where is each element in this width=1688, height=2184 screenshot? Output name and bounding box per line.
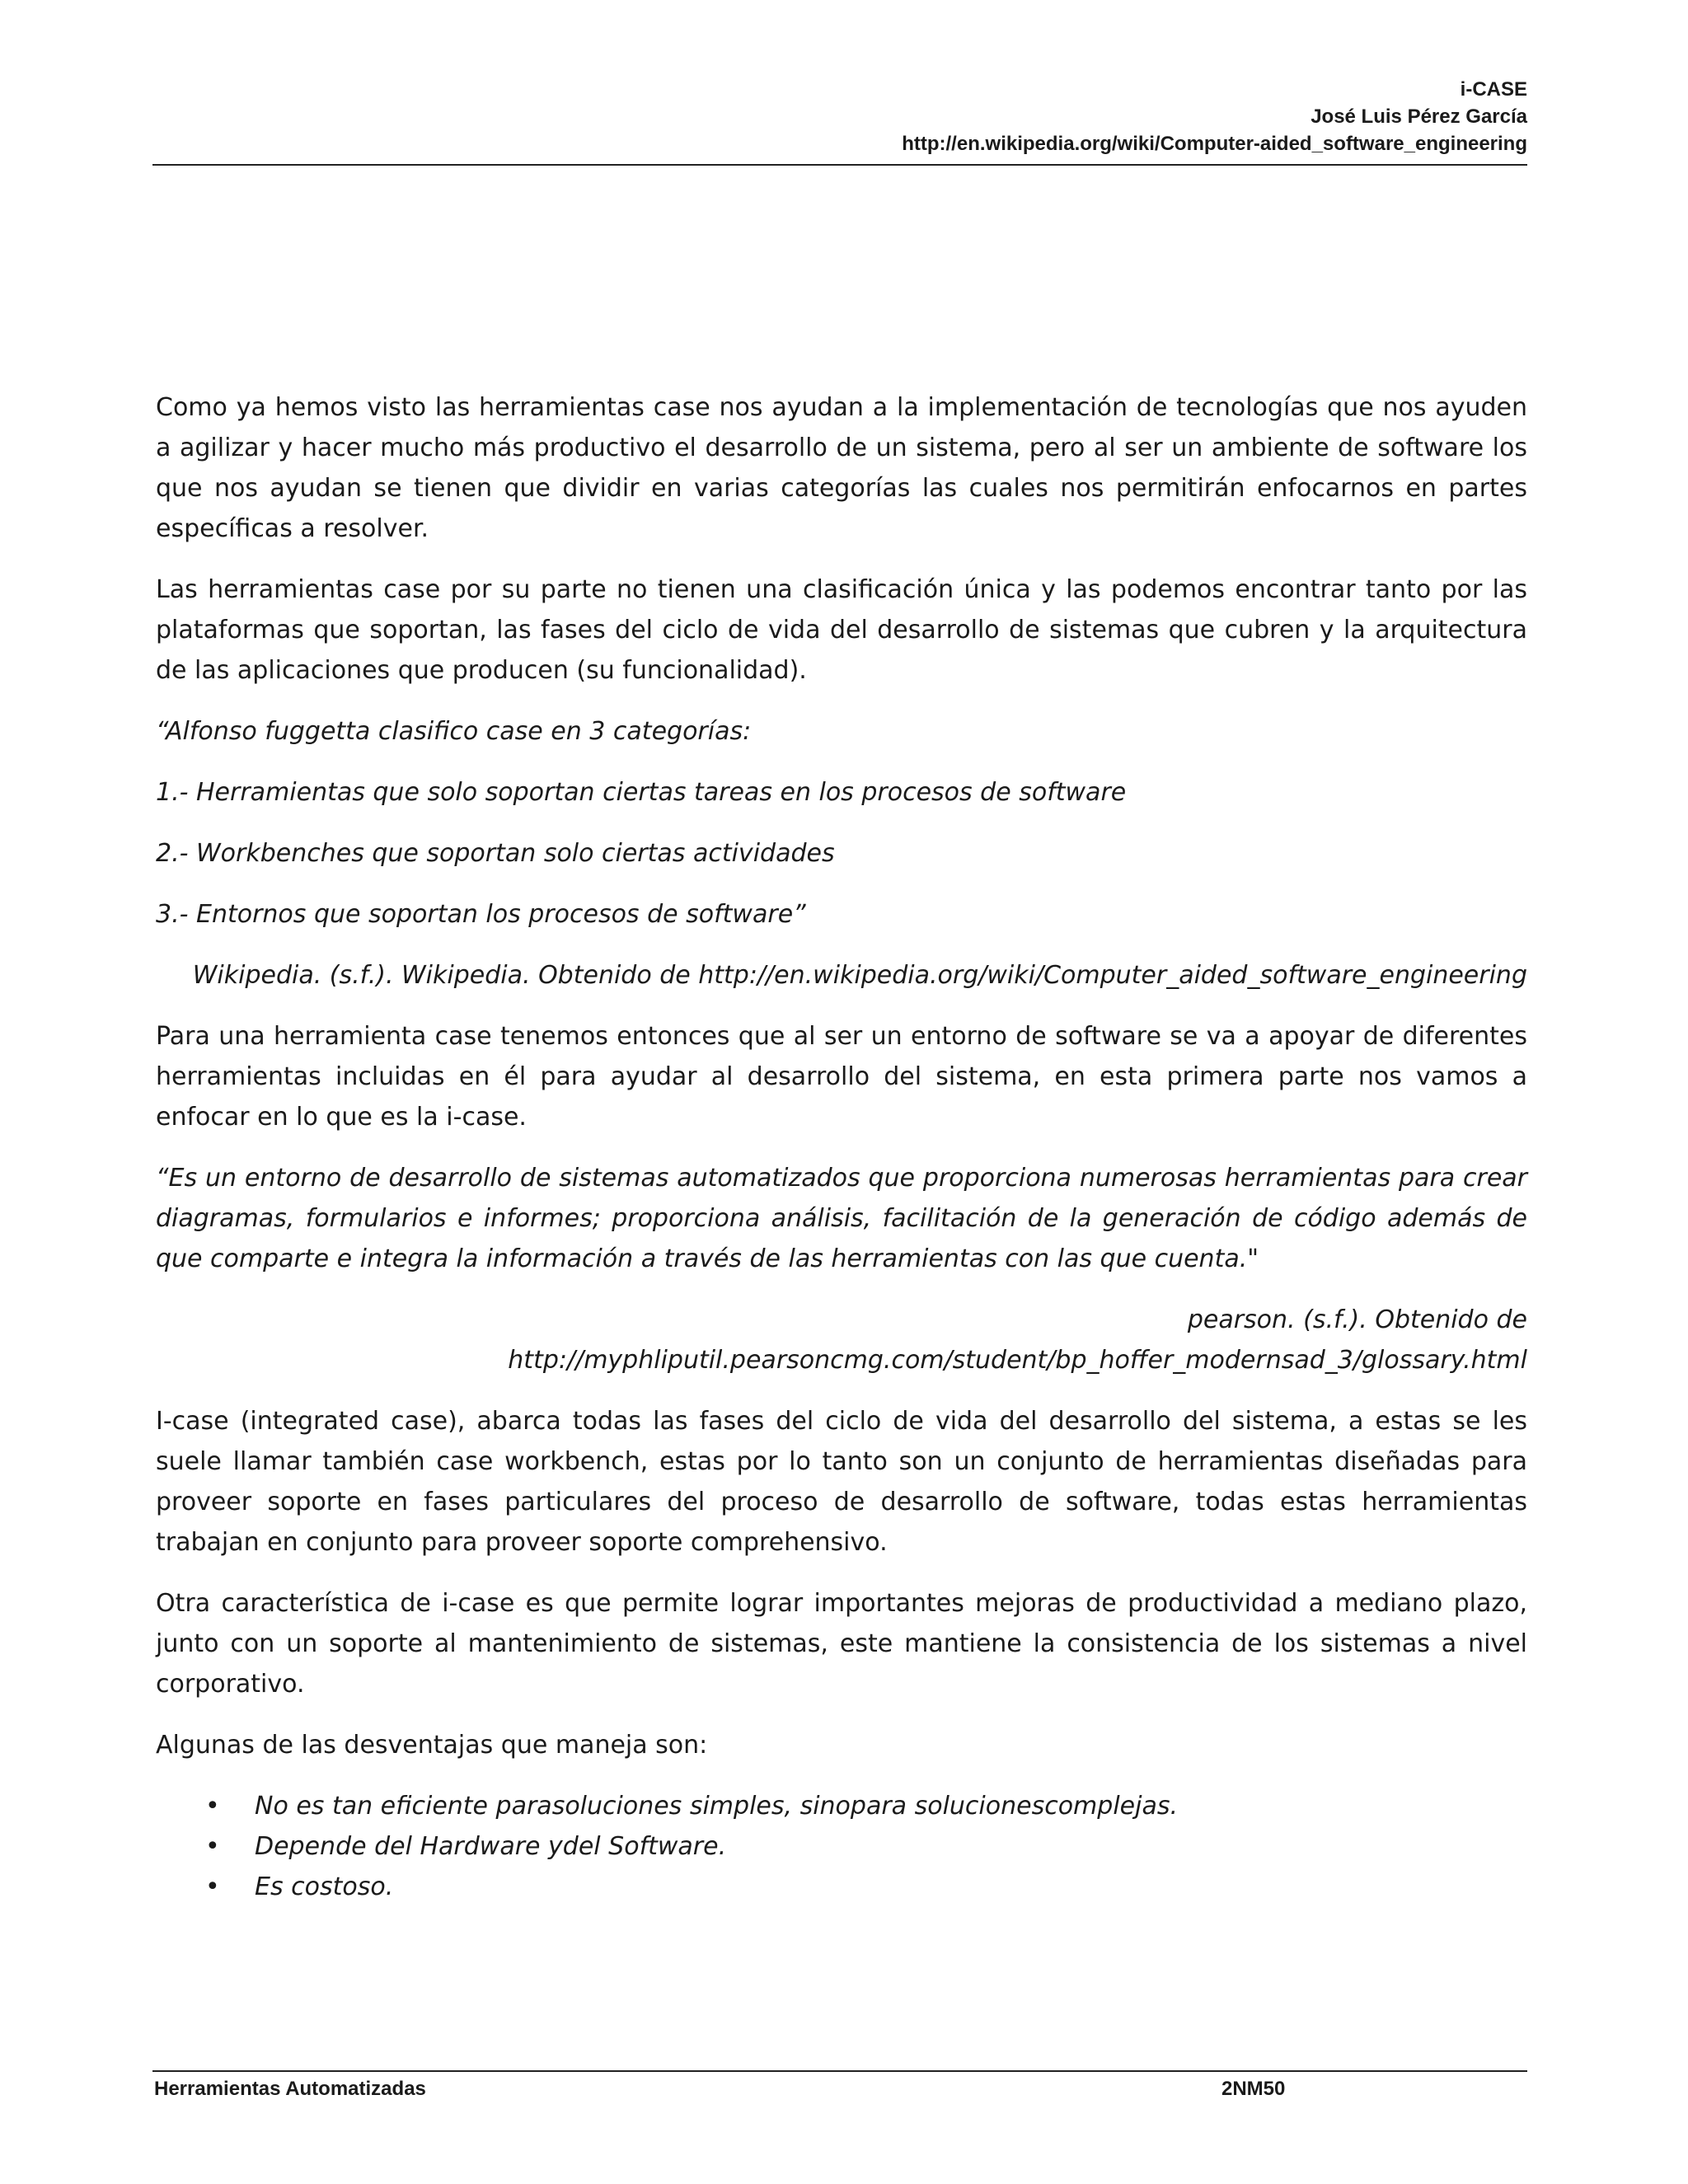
- quote-fuggetta-item-1: 1.- Herramientas que solo soportan ciertas tareas en los procesos de software: [156, 778, 1127, 807]
- footer-divider: [152, 2070, 1527, 2072]
- bullet-marker: •: [205, 1792, 220, 1821]
- paragraph-intro: Como ya hemos visto las herramientas case nos ayudan a la implementación de tecnologías que nos ayuden a agilizar y hacer mucho más productivo el desarrollo de un sistema, pero al ser un ambiente de software los que nos ayudan se tienen que dividir en varias categorías las cuales nos permitirán enfocarnos en partes específicas a resolver.: [156, 393, 1527, 543]
- list-item: [205, 1826, 1527, 1867]
- header-title: i-CASE: [1460, 78, 1527, 101]
- bullet-marker: •: [205, 1872, 220, 1901]
- quote-pearson: “Es un entorno de desarrollo de sistemas automatizados que proporciona numerosas herramientas para crear diagramas, formularios e informes; proporciona análisis, facilitación de la generación de código además de que comparte e integra la información a través de las herramientas con las que cuenta.": [156, 1164, 1527, 1273]
- page-header: [152, 76, 1527, 157]
- document-body: [156, 387, 1527, 1907]
- citation-wikipedia: Wikipedia. (s.f.). Wikipedia. Obtenido de http://en.wikipedia.org/wiki/Computer_aided_software_engineering: [192, 961, 1527, 990]
- list-item: [205, 1867, 1527, 1907]
- paragraph-case-environment: Para una herramienta case tenemos entonces que al ser un entorno de software se va a apoyar de diferentes herramientas incluidas en él para ayudar al desarrollo del sistema, en esta primera parte nos vamos a enfocar en lo que es la i-case.: [156, 1022, 1527, 1132]
- quote-fuggetta-item-2: 2.- Workbenches que soportan solo ciertas actividades: [156, 839, 835, 868]
- list-item-text: Es costoso.: [255, 1872, 394, 1901]
- paragraph-icase-definition: I-case (integrated case), abarca todas las fases del ciclo de vida del desarrollo del sistema, a estas se les suele llamar también case workbench, estas por lo tanto son un conjunto de herramientas diseñadas para proveer soporte en fases particulares del proceso de desarrollo de software, todas estas herramientas trabajan en conjunto para proveer soporte comprehensivo.: [156, 1407, 1527, 1557]
- list-item-text: Depende del Hardware ydel Software.: [255, 1832, 727, 1861]
- quote-fuggetta-item-3: 3.- Entornos que soportan los procesos de software”: [156, 900, 806, 929]
- disadvantages-list: [156, 1786, 1527, 1907]
- bullet-marker: •: [205, 1832, 220, 1861]
- footer-course: Herramientas Automatizadas: [154, 2078, 426, 2100]
- quote-fuggetta-intro: “Alfonso fuggetta clasifico case en 3 categorías:: [156, 717, 752, 746]
- header-divider: [152, 164, 1527, 166]
- header-author: José Luis Pérez García: [1311, 105, 1527, 128]
- list-item-text: No es tan eficiente parasoluciones simples, sinopara solucionescomplejas.: [255, 1792, 1178, 1821]
- paragraph-icase-features: Otra característica de i-case es que permite lograr importantes mejoras de productividad a mediano plazo, junto con un soporte al mantenimiento de sistemas, este mantiene la consistencia de los sistemas a nivel corporativo.: [156, 1589, 1527, 1699]
- list-item: [205, 1786, 1527, 1826]
- citation-pearson: [156, 1300, 1527, 1380]
- paragraph-disadvantages-intro: Algunas de las desventajas que maneja son:: [156, 1731, 708, 1760]
- paragraph-classification: Las herramientas case por su parte no tienen una clasificación única y las podemos encontrar tanto por las plataformas que soportan, las fases del ciclo de vida del desarrollo de sistemas que cubren y la arquitectura de las aplicaciones que producen (su funcionalidad).: [156, 575, 1527, 685]
- header-url: http://en.wikipedia.org/wiki/Computer-aided_software_engineering: [902, 133, 1527, 155]
- footer-group: 2NM50: [1221, 2078, 1286, 2100]
- citation-pearson-source: pearson. (s.f.). Obtenido de: [1187, 1305, 1527, 1334]
- citation-pearson-url: http://myphliputil.pearsoncmg.com/student/bp_hoffer_modernsad_3/glossary.html: [508, 1346, 1527, 1375]
